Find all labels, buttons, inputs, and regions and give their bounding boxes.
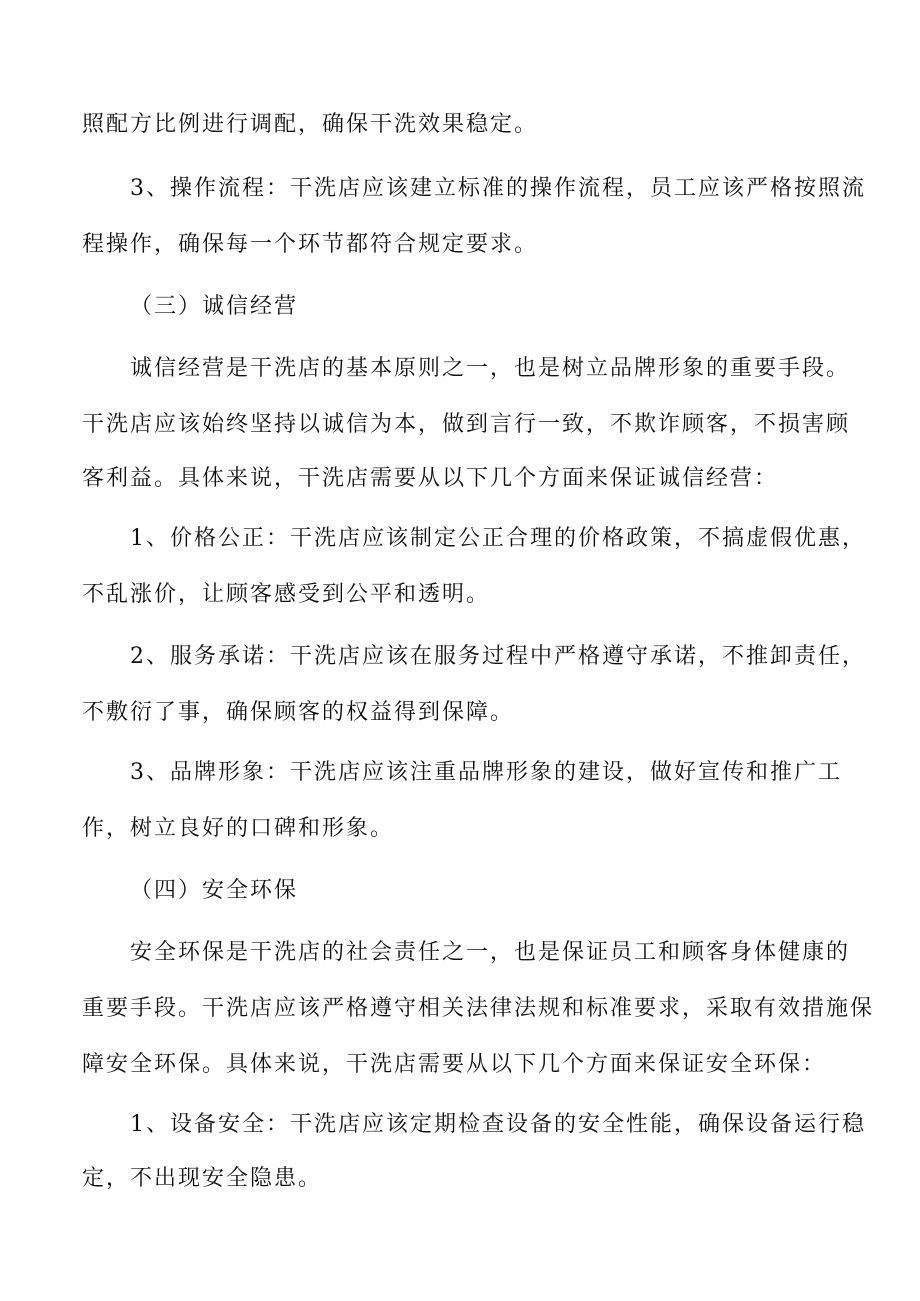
paragraph-line-12: 3、品牌形象：干洗店应该注重品牌形象的建设，做好宣传和推广工 xyxy=(130,760,842,785)
section-heading-3: （三）诚信经营 xyxy=(130,294,299,319)
paragraph-line-16: 重要手段。干洗店应该严格遵守相关法律法规和标准要求，采取有效措施保 xyxy=(82,996,875,1021)
paragraph-line-1: 照配方比例进行调配，确保干洗效果稳定。 xyxy=(82,112,539,137)
paragraph-line-2: 3、操作流程：干洗店应该建立标准的操作流程，员工应该严格按照流 xyxy=(130,176,866,201)
paragraph-line-17: 障安全环保。具体来说，干洗店需要从以下几个方面来保证安全环保： xyxy=(82,1052,827,1077)
paragraph-line-11: 不敷衍了事，确保顾客的权益得到保障。 xyxy=(82,700,515,725)
paragraph-line-8: 1、价格公正：干洗店应该制定公正合理的价格政策，不搞虚假优惠， xyxy=(130,526,866,551)
paragraph-line-5: 诚信经营是干洗店的基本原则之一，也是树立品牌形象的重要手段。 xyxy=(130,356,851,381)
paragraph-line-19: 定，不出现安全隐患。 xyxy=(82,1166,323,1191)
paragraph-line-6: 干洗店应该始终坚持以诚信为本，做到言行一致，不欺诈顾客，不损害顾 xyxy=(82,412,851,437)
paragraph-line-9: 不乱涨价，让顾客感受到公平和透明。 xyxy=(82,582,491,607)
paragraph-line-10: 2、服务承诺：干洗店应该在服务过程中严格遵守承诺，不推卸责任， xyxy=(130,644,866,669)
paragraph-line-15: 安全环保是干洗店的社会责任之一，也是保证员工和顾客身体健康的 xyxy=(130,940,851,965)
paragraph-line-18: 1、设备安全：干洗店应该定期检查设备的安全性能，确保设备运行稳 xyxy=(130,1112,866,1137)
paragraph-line-13: 作，树立良好的口碑和形象。 xyxy=(82,816,395,841)
paragraph-line-7: 客利益。具体来说，干洗店需要从以下几个方面来保证诚信经营： xyxy=(82,466,779,491)
paragraph-line-3: 程操作，确保每一个环节都符合规定要求。 xyxy=(82,232,539,257)
section-heading-4: （四）安全环保 xyxy=(130,878,299,903)
